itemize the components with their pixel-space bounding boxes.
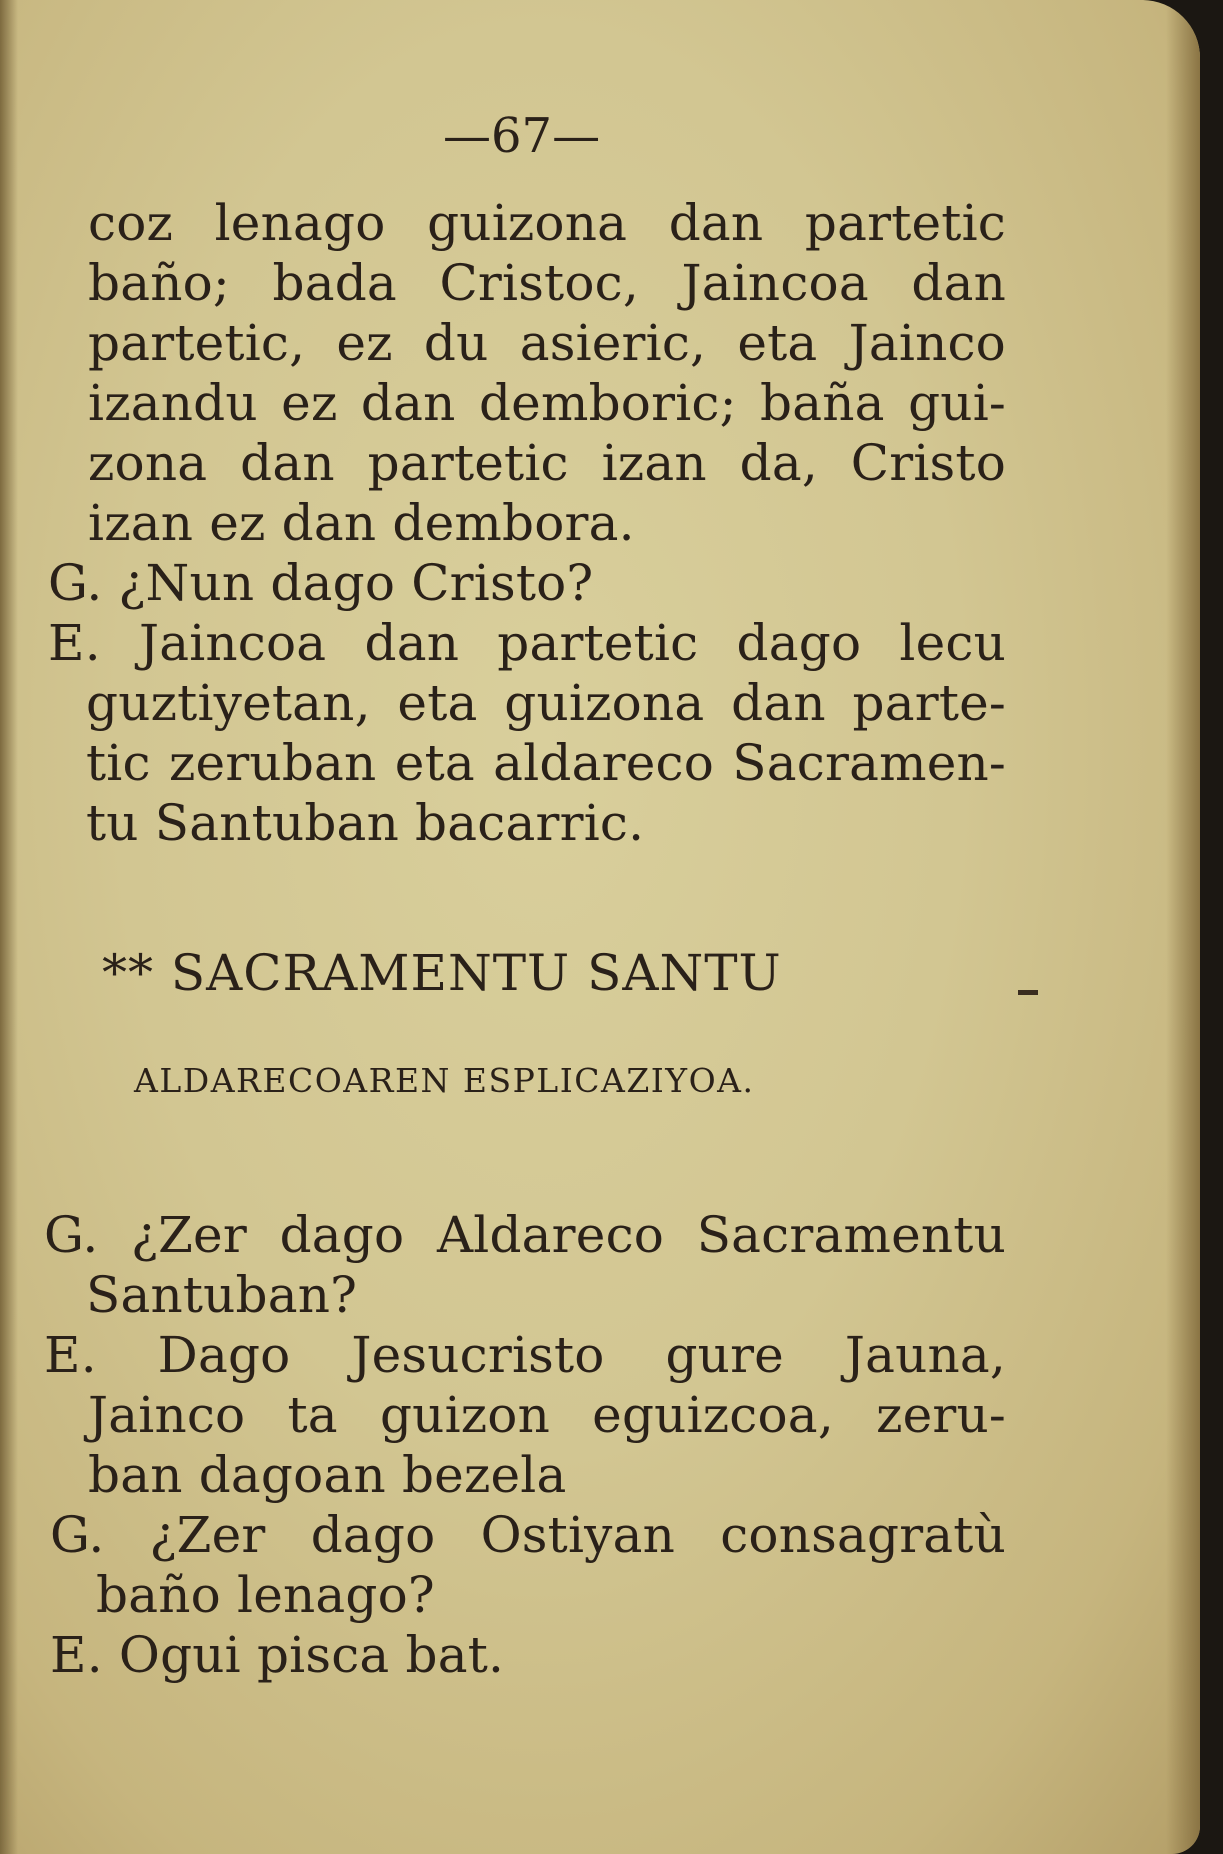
text-line: izandu ez dan demboric; baña gui- bbox=[88, 374, 1006, 432]
question-line: G. ¿Zer dago Aldareco Sacramentu bbox=[44, 1206, 1006, 1264]
section-heading: ** SACRAMENTU SANTU bbox=[102, 944, 782, 1002]
text-line: coz lenago guizona dan partetic bbox=[88, 194, 1006, 252]
question-line: baño lenago? bbox=[96, 1566, 435, 1624]
page-number: —67— bbox=[443, 108, 601, 164]
answer-line: E. Dago Jesucristo gure Jauna, bbox=[44, 1326, 1006, 1384]
answer-line: E. Jaincoa dan partetic dago lecu bbox=[48, 614, 1006, 672]
answer-line: tic zeruban eta aldareco Sacramen- bbox=[86, 734, 1006, 792]
text-line: partetic, ez du asieric, eta Jainco bbox=[88, 314, 1006, 372]
question-line: G. ¿Nun dago Cristo? bbox=[48, 554, 594, 612]
text-line: baño; bada Cristoc, Jaincoa dan bbox=[88, 254, 1006, 312]
section-subheading: ALDARECOAREN ESPLICAZIYOA. bbox=[134, 1061, 755, 1100]
question-line: G. ¿Zer dago Ostiyan consagratù bbox=[50, 1506, 1006, 1564]
question-line: Santuban? bbox=[86, 1266, 358, 1324]
answer-line: E. Ogui pisca bat. bbox=[50, 1626, 505, 1684]
answer-line: tu Santuban bacarric. bbox=[86, 794, 645, 852]
margin-mark bbox=[1018, 990, 1038, 995]
text-line: zona dan partetic izan da, Cristo bbox=[88, 434, 1006, 492]
text-line: izan ez dan dembora. bbox=[88, 494, 635, 552]
answer-line: ban dagoan bezela bbox=[88, 1446, 567, 1504]
answer-line: guztiyetan, eta guizona dan parte- bbox=[86, 674, 1006, 732]
answer-line: Jainco ta guizon eguizcoa, zeru- bbox=[88, 1386, 1006, 1444]
